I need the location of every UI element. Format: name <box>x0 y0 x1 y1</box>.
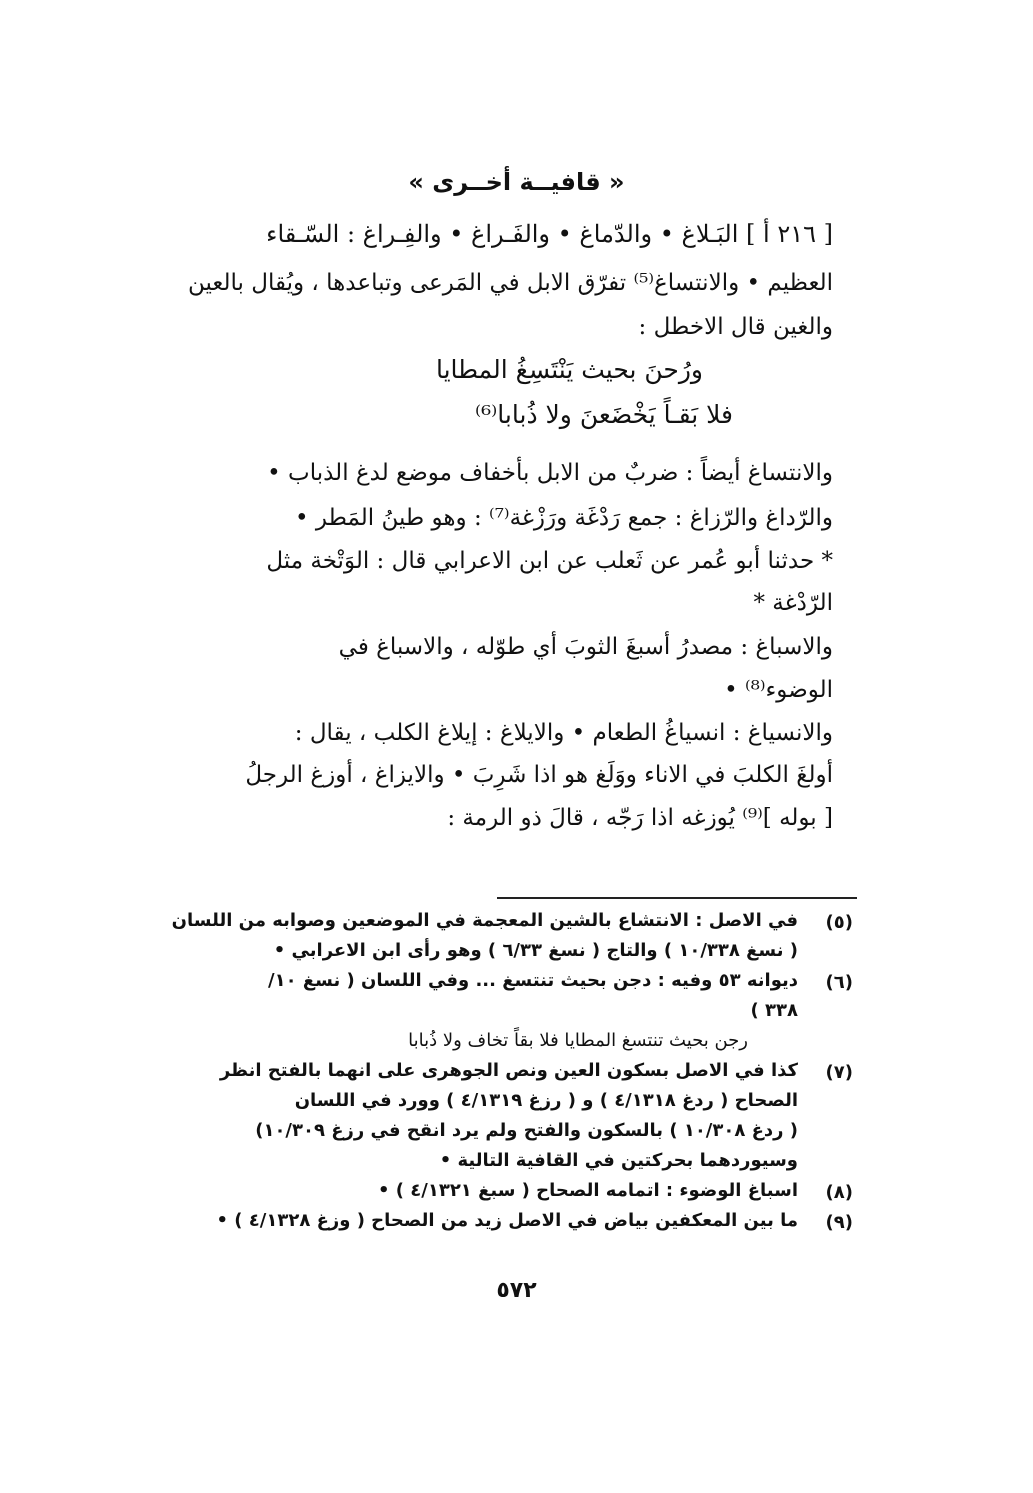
section-heading: « قافيــة أخــرى » <box>408 168 625 196</box>
footnote-line: في الاصل : الانتشاع بالشين المعجمة في الموضعين وصوابه من اللسان <box>171 910 798 931</box>
footnote-line: ( ردغ ١٠/٣٠٨ ) بالسكون والفتح ولم يرد انقح في رزغ ١٠/٣٠٩) <box>255 1120 798 1141</box>
body-line-3: والغين قال الاخطل : <box>638 314 833 340</box>
body-line-8: والاسباغ : مصدرُ أسبغَ الثوبَ أي طوّله ، والاسباغ في <box>338 634 833 660</box>
body-line-1: [ ٢١٦ أ ] البَـلاغ • والدّماغ • والفَـراغ • والفِـراغ : السّـقاء <box>266 220 833 248</box>
page-number: ٥٧٢ <box>496 1278 537 1303</box>
footnote-line: ٣٣٨ ) <box>750 1000 798 1021</box>
footnote-number: (٦) <box>825 972 853 993</box>
body-line-4: والانتساغ أيضاً : ضربٌ من الابل بأخفاف موضع لدغ الذباب • <box>267 460 833 486</box>
footnote-line: اسباغ الوضوء : اتمامه الصحاح ( سبغ ٤/١٣٢١ ) • <box>378 1180 798 1201</box>
footnote-line: ما بين المعكفين بياض في الاصل زيد من الصحاح ( وزغ ٤/١٣٢٨ ) • <box>216 1210 798 1231</box>
footnote-line: ديوانه ٥٣ وفيه : دجن بحيث تنتسغ ... وفي اللسان ( نسغ ١٠/ <box>268 970 798 991</box>
footnote-line: ( نسغ ١٠/٣٣٨ ) والتاج ( نسغ ٦/٣٣ ) وهو رأى ابن الاعرابي • <box>273 940 798 961</box>
body-line-2: العظيم • والانتساغ⁽⁵⁾ تفرّق الابل في المَرعى وتباعدها ، ويُقال بالعين <box>187 270 833 296</box>
footnote-number: (٨) <box>825 1182 853 1203</box>
verse-line-2: فلا بَقـاً يَخْضَعنَ ولا ذُبابا⁽⁶⁾ <box>475 400 733 429</box>
footnote-number: (٧) <box>825 1062 853 1083</box>
footnote-number: (٩) <box>825 1212 853 1233</box>
body-line-6: * حدثنا أبو عُمر عن ثَعلب عن ابن الاعرابي قال : الوَتْخة مثل <box>266 548 833 574</box>
body-line-7: الرّدْغة * <box>753 590 833 616</box>
body-line-5: والرّداغ والرّزاغ : جمع رَدْغَة ورَزْغة⁽⁷⁾ : وهو طينُ المَطر • <box>295 505 833 531</box>
body-line-12: [ بوله ]⁽⁹⁾ يُوزغه اذا رَجّه ، قالَ ذو الرمة : <box>447 805 833 831</box>
body-line-11: أولغَ الكلبَ في الاناء ووَلَغ هو اذا شَرِبَ • والايزاغ ، أوزغ الرجلُ <box>245 762 833 788</box>
footnote-line: الصحاح ( ردغ ٤/١٣١٨ ) و ( رزغ ٤/١٣١٩ ) وورد في اللسان <box>294 1090 798 1111</box>
footnote-line: وسيوردهما بحركتين في القافية التالية • <box>439 1150 798 1171</box>
footnote-line: كذا في الاصل بسكون العين ونص الجوهرى على انهما بالفتح انظر <box>219 1060 798 1081</box>
body-line-10: والانسياغ : انسياغُ الطعام • والايلاغ : إيلاغ الكلب ، يقال : <box>294 720 833 746</box>
footnote-separator <box>497 897 857 899</box>
verse-line-1: ورُحنَ بحيث يَنْتَسِغُ المطايا <box>435 355 703 384</box>
footnote-number: (٥) <box>825 912 853 933</box>
body-line-9: الوضوء⁽⁸⁾ • <box>724 677 833 703</box>
footnote-verse: رجن بحيث تنتسغ المطايا فلا بقاً تخاف ولا ذُبابا <box>408 1030 748 1051</box>
